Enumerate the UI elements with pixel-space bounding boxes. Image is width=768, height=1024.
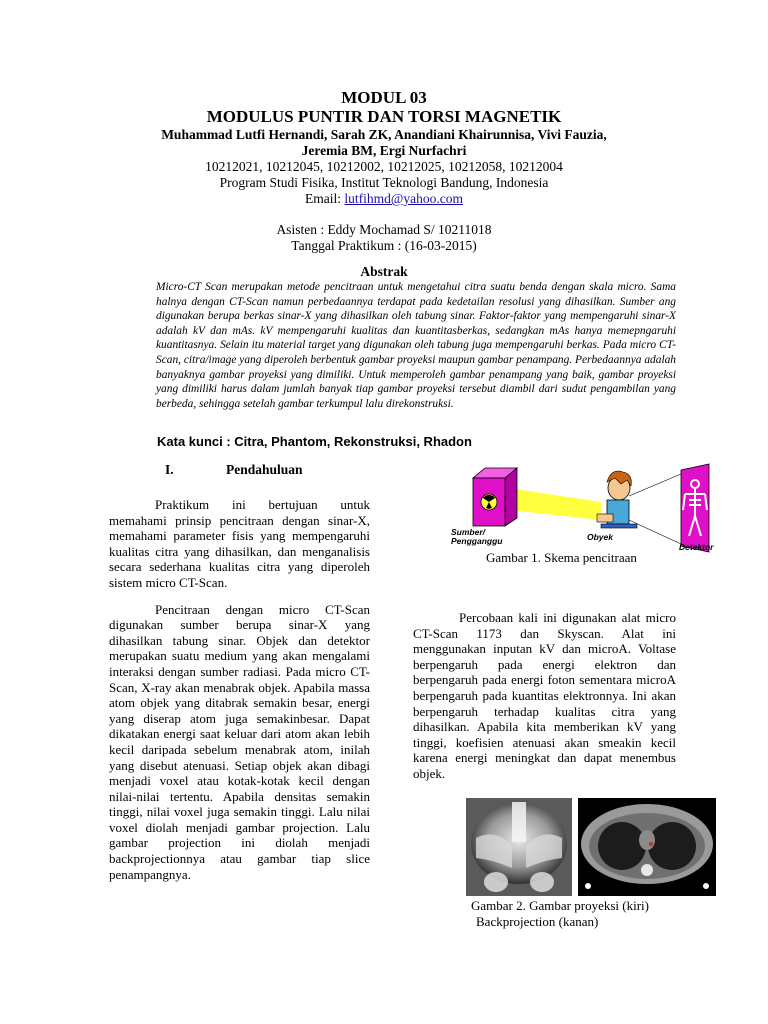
paragraph: Pencitraan dengan micro CT-Scan digunakan sumber berupa sinar-X yang dihasilkan tabung sinar. Objek dan detektor merupakan suatu medium yang akan mengalami interaksi dengan sumber radiasi. Pada micro CT-Scan, X-ray akan menabrak objek. Apabila massa atom objek yang ditabrak semakin besar, energi yang diserap atom juga semakinbesar. Dapat dikatakan energi saat keluar dari atom akan lebih kecil daripada sebelum menabrak atom, inilah yang disebut atenuasi. Setiap objek akan dibagi menjadi voxel atau kotak-kotak kecil dengan nilai-nilai tertentu. Apabila densitas semakin tinggi, nilai voxel juga semakin tinggi. Lalu nilai voxel diolah menjadi gambar projection. Lalu gambar projection ini diolah menjadi backprojectionnya atau gambar tiap slice penampangnya. bbox=[109, 601, 370, 882]
keywords: Kata kunci : Citra, Phantom, Rekonstruksi, Rhadon bbox=[157, 434, 472, 449]
email-label: Email: bbox=[305, 191, 345, 206]
authors-line-2: Jeremia BM, Ergi Nurfachri bbox=[301, 143, 467, 158]
student-ids: 10212021, 10212045, 10212002, 10212025, 10212058, 10212004 bbox=[205, 159, 563, 174]
xray-beam bbox=[509, 488, 601, 520]
right-column bbox=[413, 610, 676, 782]
left-column bbox=[109, 497, 370, 882]
projection-xray-image bbox=[466, 798, 572, 896]
figure-imaging-schema bbox=[451, 460, 712, 558]
abstract-heading: Abstrak bbox=[360, 264, 408, 279]
section-number: I. bbox=[165, 462, 174, 477]
email-link[interactable]: lutfihmd@yahoo.com bbox=[344, 191, 463, 206]
section-title: Pendahuluan bbox=[226, 462, 303, 477]
affiliation: Program Studi Fisika, Institut Teknologi Bandung, Indonesia bbox=[219, 175, 549, 190]
figure2-caption-line-2: Backprojection (kanan) bbox=[476, 914, 599, 929]
backprojection-ct-image bbox=[578, 798, 716, 896]
module-number: MODUL 03 bbox=[341, 88, 427, 107]
paper-title: MODULUS PUNTIR DAN TORSI MAGNETIK bbox=[206, 107, 562, 126]
abstract-text: Micro-CT Scan merupakan metode pencitraan untuk mengetahui citra suatu benda dengan skala micro. Sama halnya dengan CT-Scan namun perbedaannya terdapat pada kedetailan resolusi yang dihasilkan. Sumber ang digunakan berupa berkas sinar-X yang dihasilkan oleh tabung sinar. Faktor-faktor yang mempengaruhi sinar-X adalah kV dan mAs. kV mempengaruhi kualitas dan kuantitasberkas, sedangkan mAs hanya memepngaruhi kuantitasnya. Selain itu material target yang digunakan oleh tabung juga mempengaruhi berkas. Pada micro CT-Scan, citra/image yang diperoleh berbentuk gambar proyeksi maupun gambar penampang. Perbedaannya adalah banyaknya gambar proyeksi yang dimiliki. Untuk memperoleh gambar penampang yang baik, gambar proyeksi yang dimiliki harus dalam jumlah banyak tiap gambar proyeksi tersebut diambil dari sudut pengambilan yang berbeda, sehingga setelah gambar terkumpul lalu direkonstruksi. bbox=[156, 281, 676, 410]
detector-label: Detektor bbox=[679, 542, 714, 552]
object-label: Obyek bbox=[587, 532, 613, 542]
source-box-side bbox=[505, 468, 517, 526]
authors-line-1: Muhammad Lutfi Hernandi, Sarah ZK, Anandiani Khairunnisa, Vivi Fauzia, bbox=[161, 127, 607, 142]
authors bbox=[0, 127, 768, 159]
practicum-date: Tanggal Praktikum : (16-03-2015) bbox=[291, 238, 477, 253]
paragraph: Praktikum ini bertujuan untuk memahami prinsip pencitraan dengan sinar-X, memahami parameter fisis yang mempengaruhi kualitas citra yang dihasilkan, dan menganalisis secara sederhana kualitas citra yang diperoleh sistem micro CT-Scan. bbox=[109, 497, 370, 590]
assistant: Asisten : Eddy Mochamad S/ 10211018 bbox=[276, 222, 492, 237]
email-line bbox=[0, 191, 768, 207]
figure1-caption: Gambar 1. Skema pencitraan bbox=[486, 550, 637, 565]
source-label: Sumber/ Pengganggu bbox=[451, 527, 503, 546]
figure2-caption-line-1: Gambar 2. Gambar proyeksi (kiri) bbox=[471, 898, 649, 913]
paragraph: Percobaan kali ini digunakan alat micro CT-Scan 1173 dan Skyscan. Alat ini menggunakan inputan kV dan microA. Voltase berpengaruh pada energi elektron dan berpengaruh pada energi foton sementara microA berpengaruh pada kuantitas elektronnya. Ini akan berpengaruh terhadap kualitas citra yang dihasilkan. Apabila kita memberikan kV yang tinggi, koefisien atenuasi akan smeakin kecil karena energi meningkat dan dapat menembus objek. bbox=[413, 610, 676, 781]
